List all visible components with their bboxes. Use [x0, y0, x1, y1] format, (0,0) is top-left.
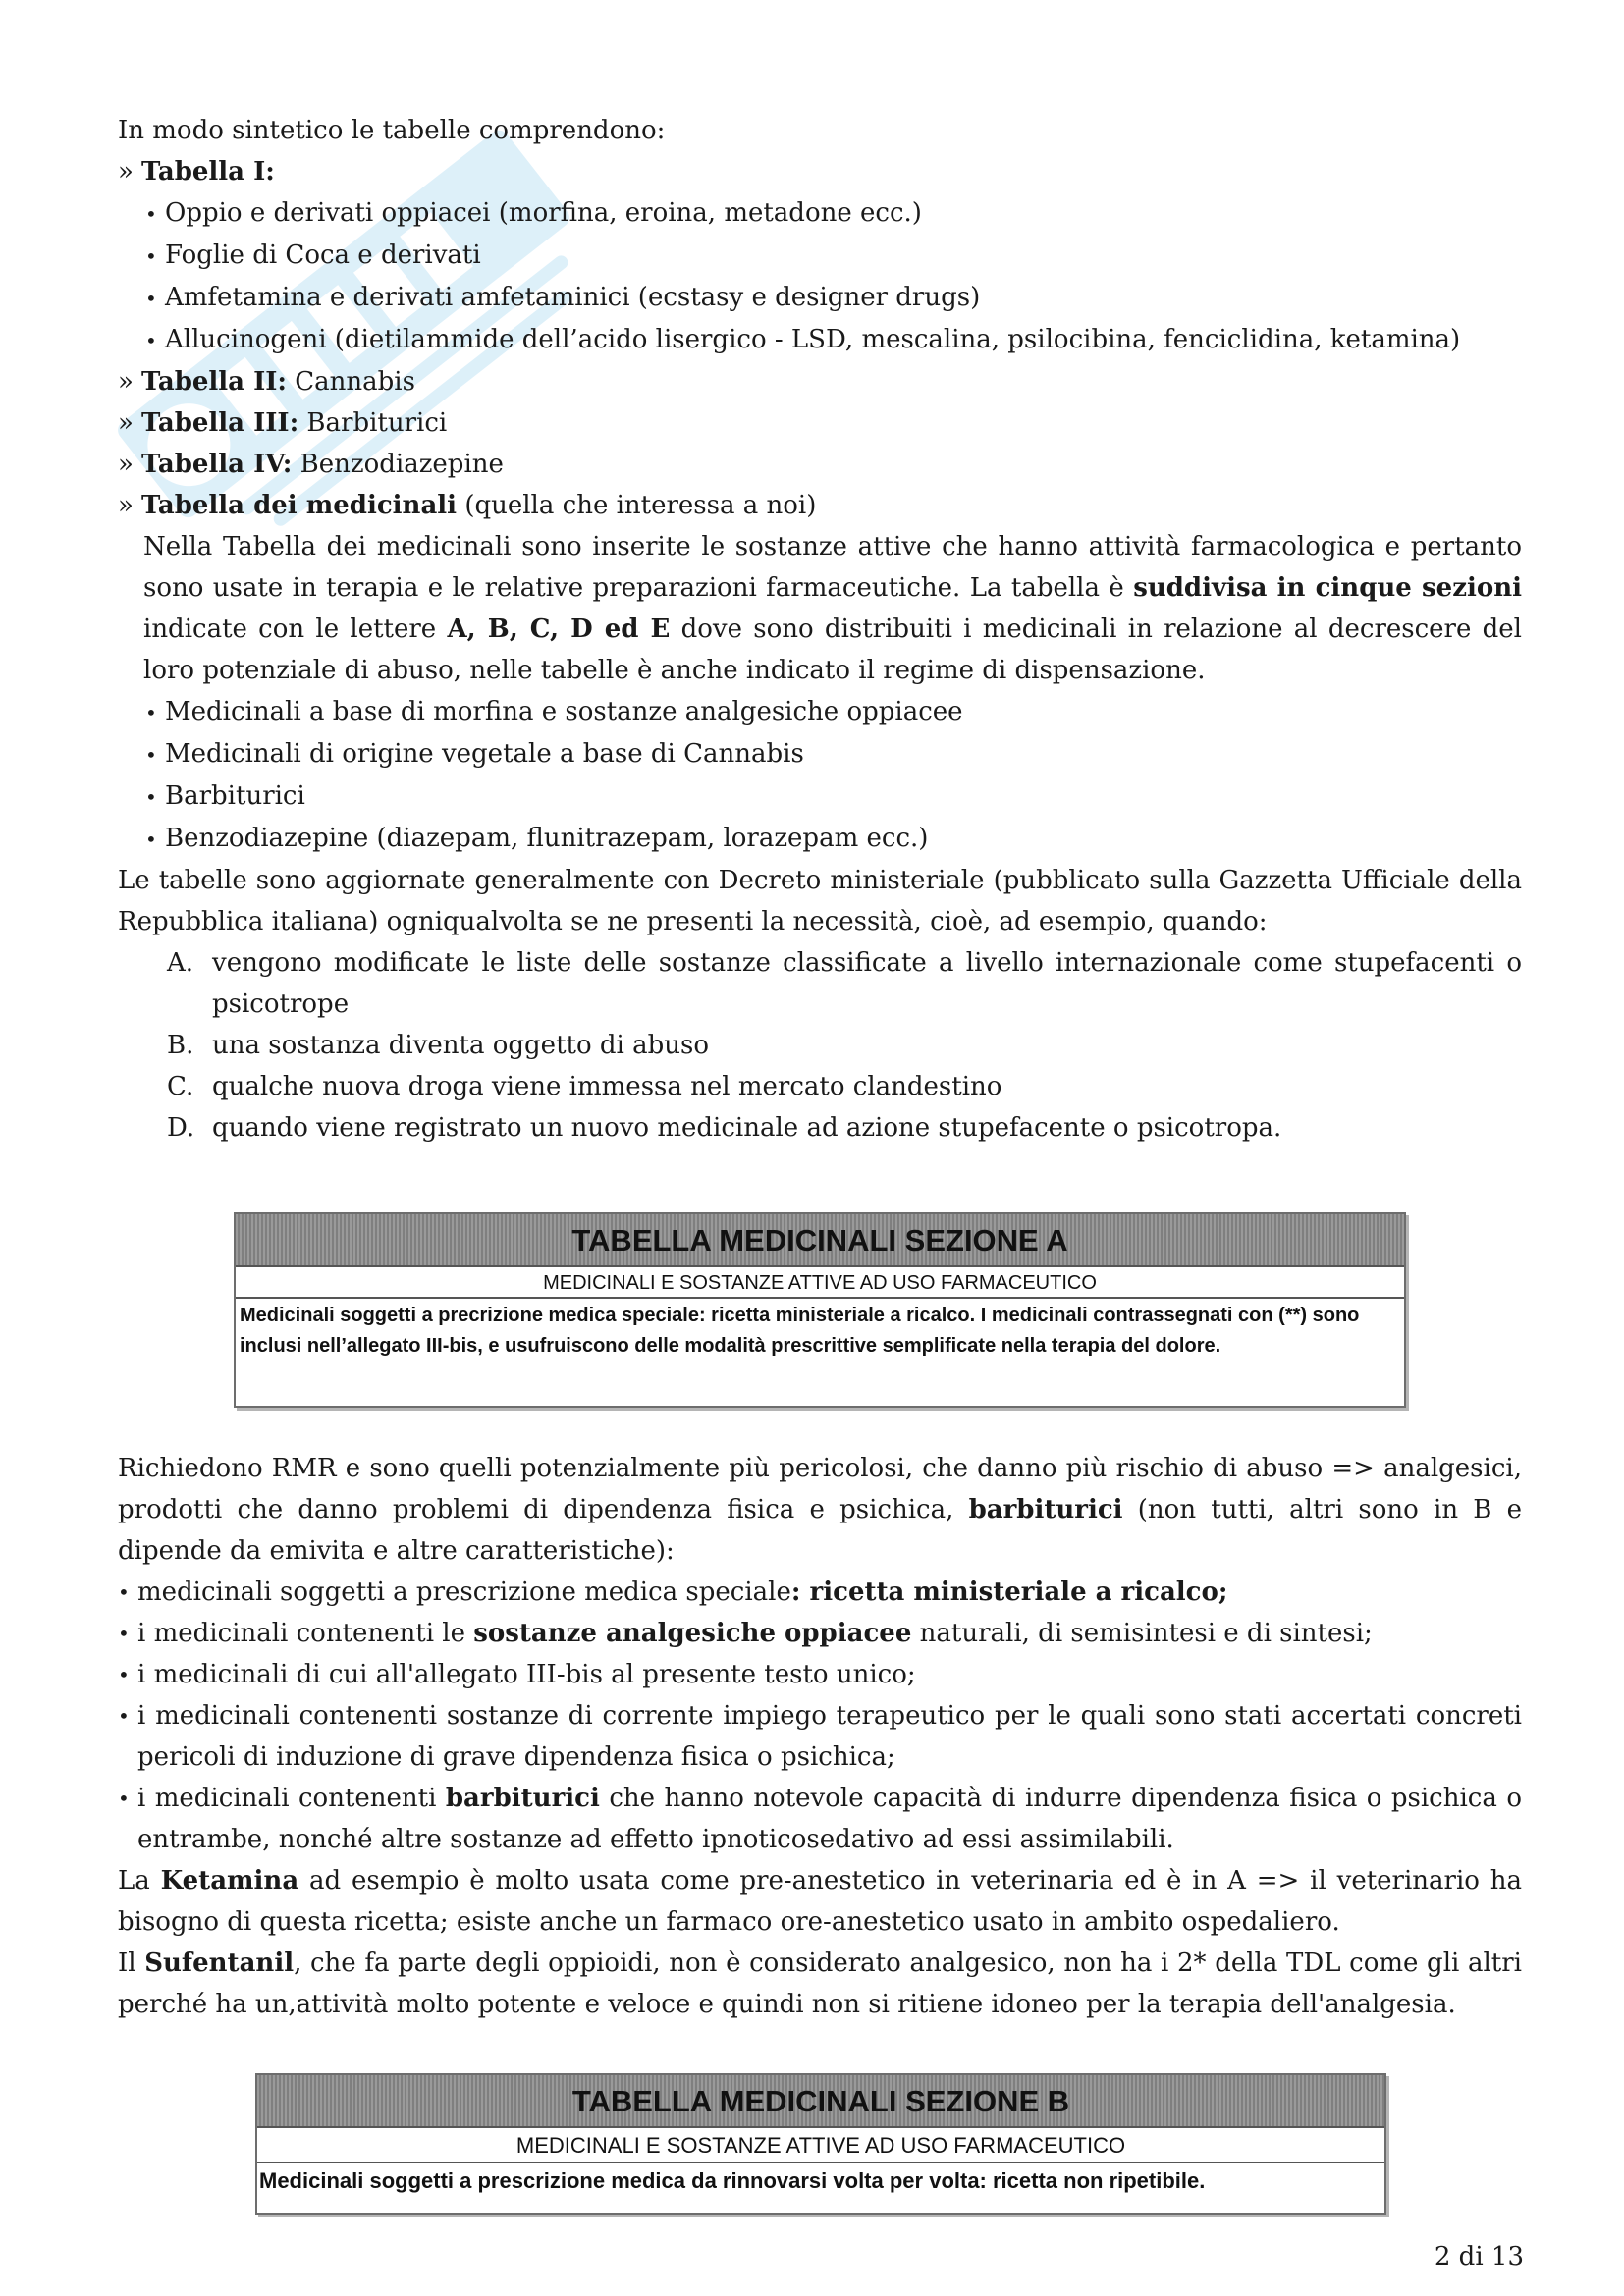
table-sezione-b-description: Medicinali soggetti a prescrizione medica da rinnovarsi volta per volta: ricetta non ripetibile.: [259, 2168, 1206, 2193]
paragraph-bold: suddivisa in cinque sezioni: [1133, 573, 1522, 603]
tabella-medicinali-text: (quella che interessa a noi): [457, 491, 817, 520]
paragraph-text: (non tutti, altri sono in B e dipende da emivita e altre caratteristiche):: [118, 1495, 1522, 1566]
table-sezione-a: [234, 1212, 1406, 1408]
tabella-ii-text: Cannabis: [287, 367, 415, 397]
list-item-plain: che hanno notevole capacità di indurre dipendenza fisica o psichica o entrambe, nonché altre sostanze ad effetto ipnoticosedativo ad essi assimilabili.: [137, 1784, 1522, 1854]
list-item-text: i medicinali contenenti sostanze di corrente impiego terapeutico per le quali sono stati accertati concreti pericoli di induzione di grave dipendenza fisica o psichica;: [137, 1701, 1522, 1772]
list-item-bold: sostanze analgesiche oppiacee: [473, 1619, 912, 1648]
list-item-text: Medicinali a base di morfina e sostanze analgesiche oppiacee: [165, 697, 963, 726]
tabella-iii-label: Tabella III:: [141, 408, 299, 438]
intro-line: In modo sintetico le tabelle comprendono:: [118, 116, 666, 145]
list-item: [167, 942, 1522, 1025]
paragraph-text: Nella Tabella dei medicinali sono inserite le sostanze attive che hanno attività farmacologica e pertanto sono usate in terapia e le relative preparazioni farmaceutiche. La tabella è: [143, 532, 1522, 603]
sufentanil-paragraph: [118, 1943, 1522, 2025]
heading-marker: »: [118, 367, 134, 397]
list-item: [118, 319, 1522, 361]
tabella-iv-label: Tabella IV:: [141, 450, 293, 479]
list-item-text: [137, 1613, 1522, 1654]
tabella-iv-text: Benzodiazepine: [292, 450, 504, 479]
list-item-label: C.: [167, 1072, 194, 1101]
list-item: [118, 733, 1522, 775]
list-item-label: B.: [167, 1031, 194, 1060]
list-item-text: Benzodiazepine (diazepam, flunitrazepam, lorazepam ecc.): [165, 824, 929, 853]
list-item-label: A.: [167, 948, 194, 978]
table-sezione-a-title: TABELLA MEDICINALI SEZIONE A: [236, 1214, 1404, 1267]
list-item-text: i medicinali di cui all'allegato III-bis al presente testo unico;: [137, 1660, 916, 1689]
list-item: [118, 775, 1522, 818]
paragraph-text: dove sono distribuiti i medicinali in relazione al decrescere del loro potenziale di abuso, nelle tabelle è anche indicato il regime di dispensazione.: [143, 614, 1522, 685]
bullet-icon: •: [118, 1622, 130, 1645]
heading-marker: »: [118, 408, 134, 438]
paragraph-bold: Ketamina: [160, 1866, 299, 1896]
list-item-text: Barbiturici: [165, 781, 305, 811]
bullet-icon: •: [118, 1580, 130, 1604]
bullet-icon: •: [145, 202, 157, 226]
list-item-text: Medicinali di origine vegetale a base di Cannabis: [165, 739, 804, 769]
list-item-text: quando viene registrato un nuovo medicinale ad azione stupefacente o psicotropa.: [212, 1113, 1282, 1143]
paragraph-text: indicate con le lettere: [143, 614, 448, 644]
list-item-bold: : ricetta ministeriale a ricalco;: [790, 1577, 1228, 1607]
paragraph-text: La: [118, 1866, 161, 1896]
list-item-text: Allucinogeni (dietilammide dell’acido lisergico - LSD, mescalina, psilocibina, fenciclidina, ketamina): [165, 325, 1461, 354]
table-sezione-b-title: TABELLA MEDICINALI SEZIONE B: [257, 2075, 1384, 2128]
paragraph-bold: Sufentanil: [144, 1949, 295, 1978]
list-item: [167, 1066, 1522, 1107]
list-item: [167, 1107, 1522, 1148]
list-item-text: Oppio e derivati oppiacei (morfina, eroina, metadone ecc.): [165, 198, 922, 228]
heading-marker: »: [118, 491, 134, 520]
table-sezione-a-subtitle: MEDICINALI E SOSTANZE ATTIVE AD USO FARMACEUTICO: [236, 1267, 1404, 1299]
list-item-text: [137, 1572, 1522, 1613]
tabella-medicinali-paragraph: [118, 526, 1522, 691]
list-item-text: qualche nuova droga viene immessa nel mercato clandestino: [212, 1072, 1002, 1101]
bullet-icon: •: [145, 743, 157, 767]
bullet-icon: •: [118, 1704, 130, 1728]
bullet-icon: •: [118, 1663, 130, 1686]
list-item-plain: i medicinali contenenti: [137, 1784, 446, 1813]
list-item: [118, 235, 1522, 277]
paragraph-bold: barbiturici: [968, 1495, 1123, 1524]
paragraph-text: Il: [118, 1949, 145, 1978]
paragraph-text: , che fa parte degli oppioidi, non è considerato analgesico, non ha i 2* della TDL come gli altri perché ha un,attività molto potente e veloce e quindi non si ritiene idoneo per la terapia dell'analgesia.: [118, 1949, 1522, 2019]
table-sezione-b: [255, 2073, 1386, 2215]
list-item: [118, 691, 1522, 733]
list-item: [118, 818, 1522, 860]
table-sezione-a-description: Medicinali soggetti a precrizione medica speciale: ricetta ministeriale a ricalco. I medicinali contrassegnati con (**) sono inclusi nell’allegato III-bis, e usufruiscono delle modalità prescrittive semplificate nella terapia del dolore.: [240, 1305, 1360, 1357]
tabella-i-label: Tabella I:: [141, 157, 275, 187]
heading-marker: »: [118, 157, 134, 187]
list-item: [167, 1025, 1522, 1066]
bullet-icon: •: [145, 828, 157, 851]
list-item-text: Amfetamina e derivati amfetaminici (ecstasy e designer drugs): [165, 283, 981, 312]
list-item-plain: naturali, di semisintesi e di sintesi;: [911, 1619, 1373, 1648]
ketamina-paragraph: [118, 1860, 1522, 1943]
list-item: [118, 1695, 1522, 1778]
tabella-iii-line: [118, 402, 1522, 444]
list-item-plain: medicinali soggetti a prescrizione medica speciale: [137, 1577, 791, 1607]
list-item: [118, 1572, 1522, 1613]
bullet-icon: •: [145, 244, 157, 268]
tabella-medicinali-line: [118, 485, 1522, 526]
list-item: [118, 1654, 1522, 1695]
list-item-label: D.: [167, 1113, 195, 1143]
tabella-ii-line: [118, 361, 1522, 402]
sezione-a-body: [118, 1448, 1522, 2025]
tabella-i-heading: [118, 151, 1522, 192]
heading-marker: »: [118, 450, 134, 479]
list-item: [118, 1778, 1522, 1860]
list-item-bold: barbiturici: [445, 1784, 600, 1813]
page-body: [118, 110, 1522, 1148]
tabella-iii-text: Barbiturici: [298, 408, 448, 438]
tabella-iv-line: [118, 444, 1522, 485]
list-item: [118, 277, 1522, 319]
table-sezione-b-subtitle: MEDICINALI E SOSTANZE ATTIVE AD USO FARMACEUTICO: [257, 2128, 1384, 2163]
paragraph-bold: A, B, C, D ed E: [447, 614, 671, 644]
list-item-text: Foglie di Coca e derivati: [165, 240, 481, 270]
bullet-icon: •: [145, 329, 157, 352]
ordered-list: [118, 942, 1522, 1148]
paragraph-text: Richiedono RMR e sono quelli potenzialmente più pericolosi, che danno più rischio di abuso => analgesici, prodotti che danno problemi di dipendenza fisica e psichica,: [118, 1454, 1522, 1524]
list-item-text: [137, 1778, 1522, 1860]
aggiornamento-paragraph: Le tabelle sono aggiornate generalmente con Decreto ministeriale (pubblicato sulla Gazzetta Ufficiale della Repubblica italiana) ogniqualvolta se ne presenti la necessità, cioè, ad esempio, quando:: [118, 866, 1522, 936]
list-item-plain: i medicinali contenenti le: [137, 1619, 474, 1648]
tabella-medicinali-label: Tabella dei medicinali: [141, 491, 458, 520]
bullet-icon: •: [145, 785, 157, 809]
page-number: 2 di 13: [1434, 2242, 1524, 2271]
bullet-icon: •: [145, 287, 157, 310]
list-item-text: una sostanza diventa oggetto di abuso: [212, 1031, 709, 1060]
list-item: [118, 192, 1522, 235]
bullet-icon: •: [145, 701, 157, 724]
sezione-a-intro: [118, 1448, 1522, 1572]
list-item-text: vengono modificate le liste delle sostanze classificate a livello internazionale come stupefacenti o psicotrope: [212, 948, 1522, 1019]
paragraph-text: ad esempio è molto usata come pre-anestetico in veterinaria ed è in A => il veterinario ha bisogno di questa ricetta; esiste anche un farmaco ore-anestetico usato in ambito ospedaliero.: [118, 1866, 1523, 1937]
list-item: [118, 1613, 1522, 1654]
tabella-ii-label: Tabella II:: [141, 367, 288, 397]
bullet-icon: •: [118, 1787, 130, 1810]
